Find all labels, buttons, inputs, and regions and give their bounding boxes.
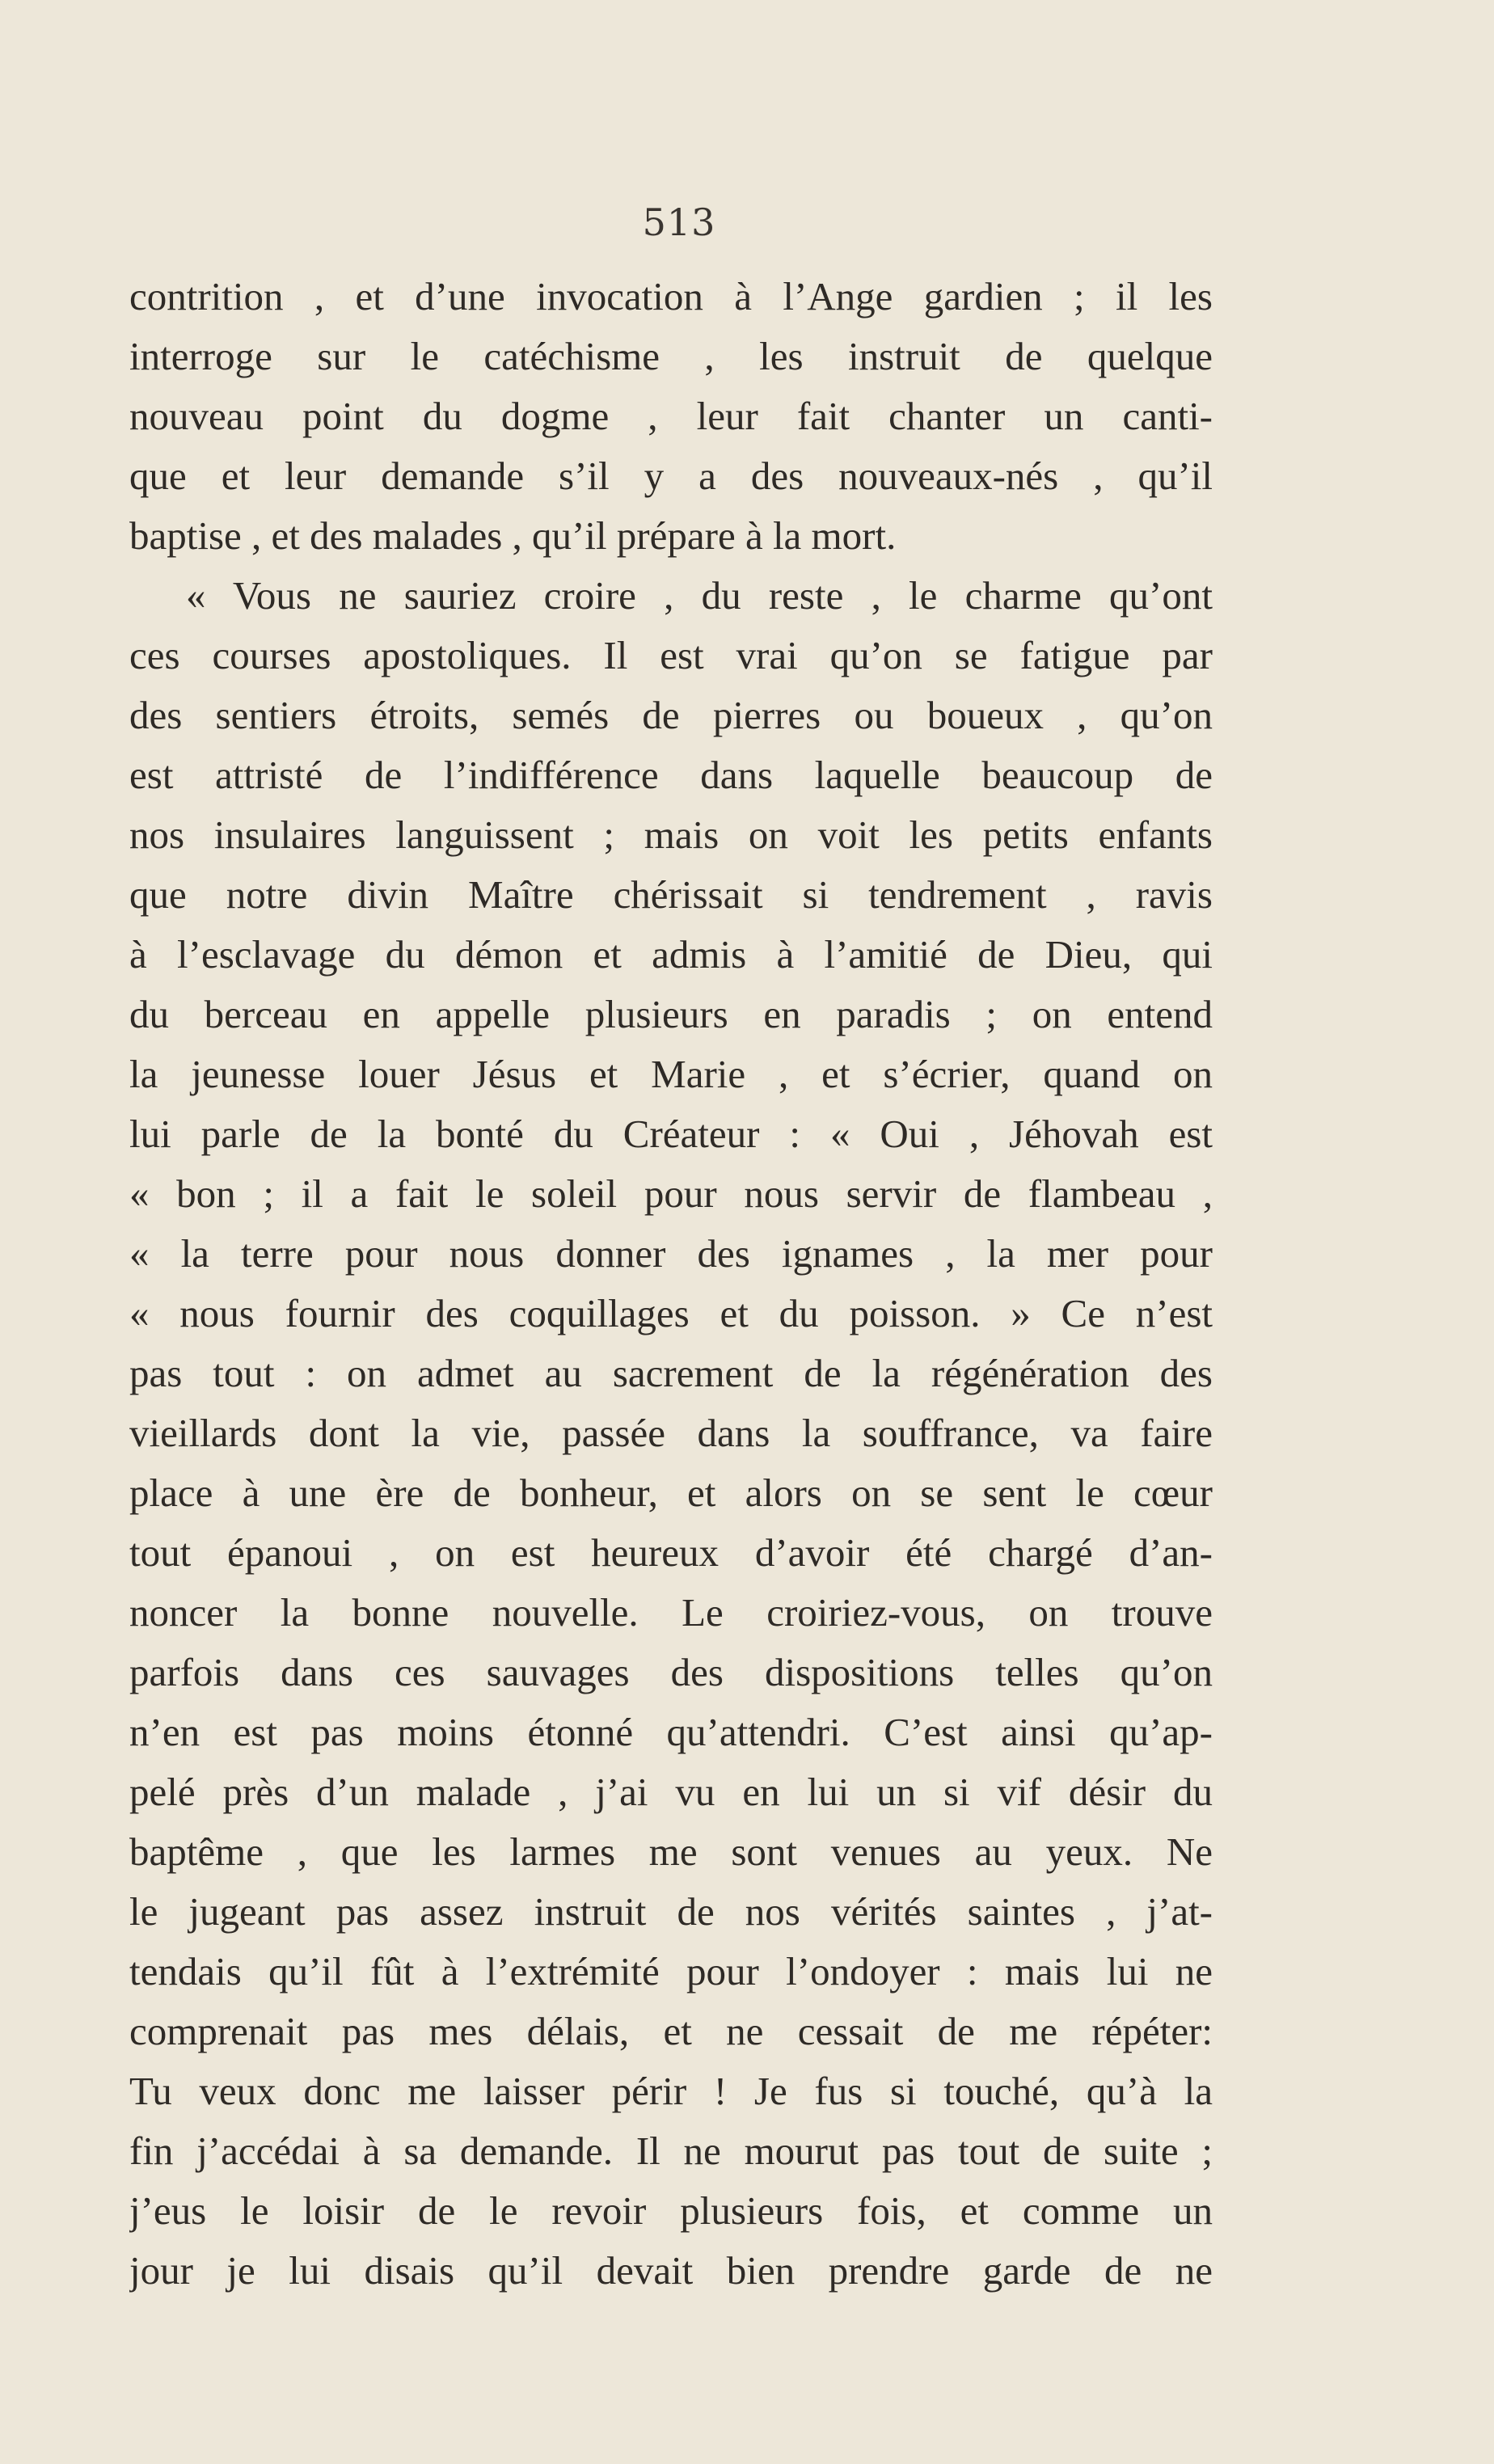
text-line: pelé près d’un malade , j’ai vu en lui un si vif désir du [129,1770,1213,1814]
text-line: que et leur demande s’il y a des nouveaux-nés , qu’il [129,454,1213,498]
text-line: pas tout : on admet au sacrement de la régénération des [129,1351,1213,1395]
text-line: j’eus le loisir de le revoir plusieurs fois, et comme un [129,2188,1213,2233]
text-line: nos insulaires languissent ; mais on voit les petits enfants [129,812,1213,857]
text-line: des sentiers étroits, semés de pierres ou boueux , qu’on [129,693,1213,737]
text-line: que notre divin Maître chérissait si tendrement , ravis [129,872,1213,917]
text-line: est attristé de l’indifférence dans laquelle beaucoup de [129,753,1213,797]
text-line: « Vous ne sauriez croire , du reste , le charme qu’ont [186,573,1213,618]
text-line: parfois dans ces sauvages des dispositions telles qu’on [129,1650,1213,1694]
text-line: la jeunesse louer Jésus et Marie , et s’écrier, quand on [129,1052,1213,1096]
text-line: contrition , et d’une invocation à l’Ange gardien ; il les [129,274,1213,319]
text-line: nouveau point du dogme , leur fait chanter un canti- [129,394,1213,438]
text-line: baptise , et des malades , qu’il prépare à la mort. [129,513,897,558]
text-line: le jugeant pas assez instruit de nos vérités saintes , j’at- [129,1889,1213,1934]
text-line: vieillards dont la vie, passée dans la souffrance, va faire [129,1411,1213,1455]
text-line: lui parle de la bonté du Créateur : « Oui , Jéhovah est [129,1112,1213,1156]
page-number: 513 [642,200,716,244]
text-line: tout épanoui , on est heureux d’avoir été chargé d’an- [129,1530,1213,1575]
text-line: fin j’accédai à sa demande. Il ne mourut pas tout de suite ; [129,2129,1213,2173]
body-text [129,267,1213,2301]
text-line: place à une ère de bonheur, et alors on se sent le cœur [129,1470,1213,1515]
text-line: « nous fournir des coquillages et du poisson. » Ce n’est [129,1291,1213,1335]
text-line: jour je lui disais qu’il devait bien prendre garde de ne [129,2248,1213,2293]
text-line: « bon ; il a fait le soleil pour nous servir de flambeau , [129,1171,1213,1216]
text-line: tendais qu’il fût à l’extrémité pour l’ondoyer : mais lui ne [129,1949,1213,1994]
text-line: noncer la bonne nouvelle. Le croiriez-vous, on trouve [129,1590,1213,1635]
text-line: interroge sur le catéchisme , les instruit de quelque [129,334,1213,378]
text-line: ces courses apostoliques. Il est vrai qu’on se fatigue par [129,633,1213,677]
text-line: à l’esclavage du démon et admis à l’amitié de Dieu, qui [129,932,1213,977]
text-line: « la terre pour nous donner des ignames , la mer pour [129,1231,1213,1276]
text-line: n’en est pas moins étonné qu’attendri. C’est ainsi qu’ap- [129,1710,1213,1754]
text-line: baptême , que les larmes me sont venues au yeux. Ne [129,1829,1213,1874]
text-line: Tu veux donc me laisser périr ! Je fus si touché, qu’à la [129,2069,1213,2113]
text-line: du berceau en appelle plusieurs en paradis ; on entend [129,992,1213,1036]
text-line: comprenait pas mes délais, et ne cessait de me répéter: [129,2009,1213,2053]
